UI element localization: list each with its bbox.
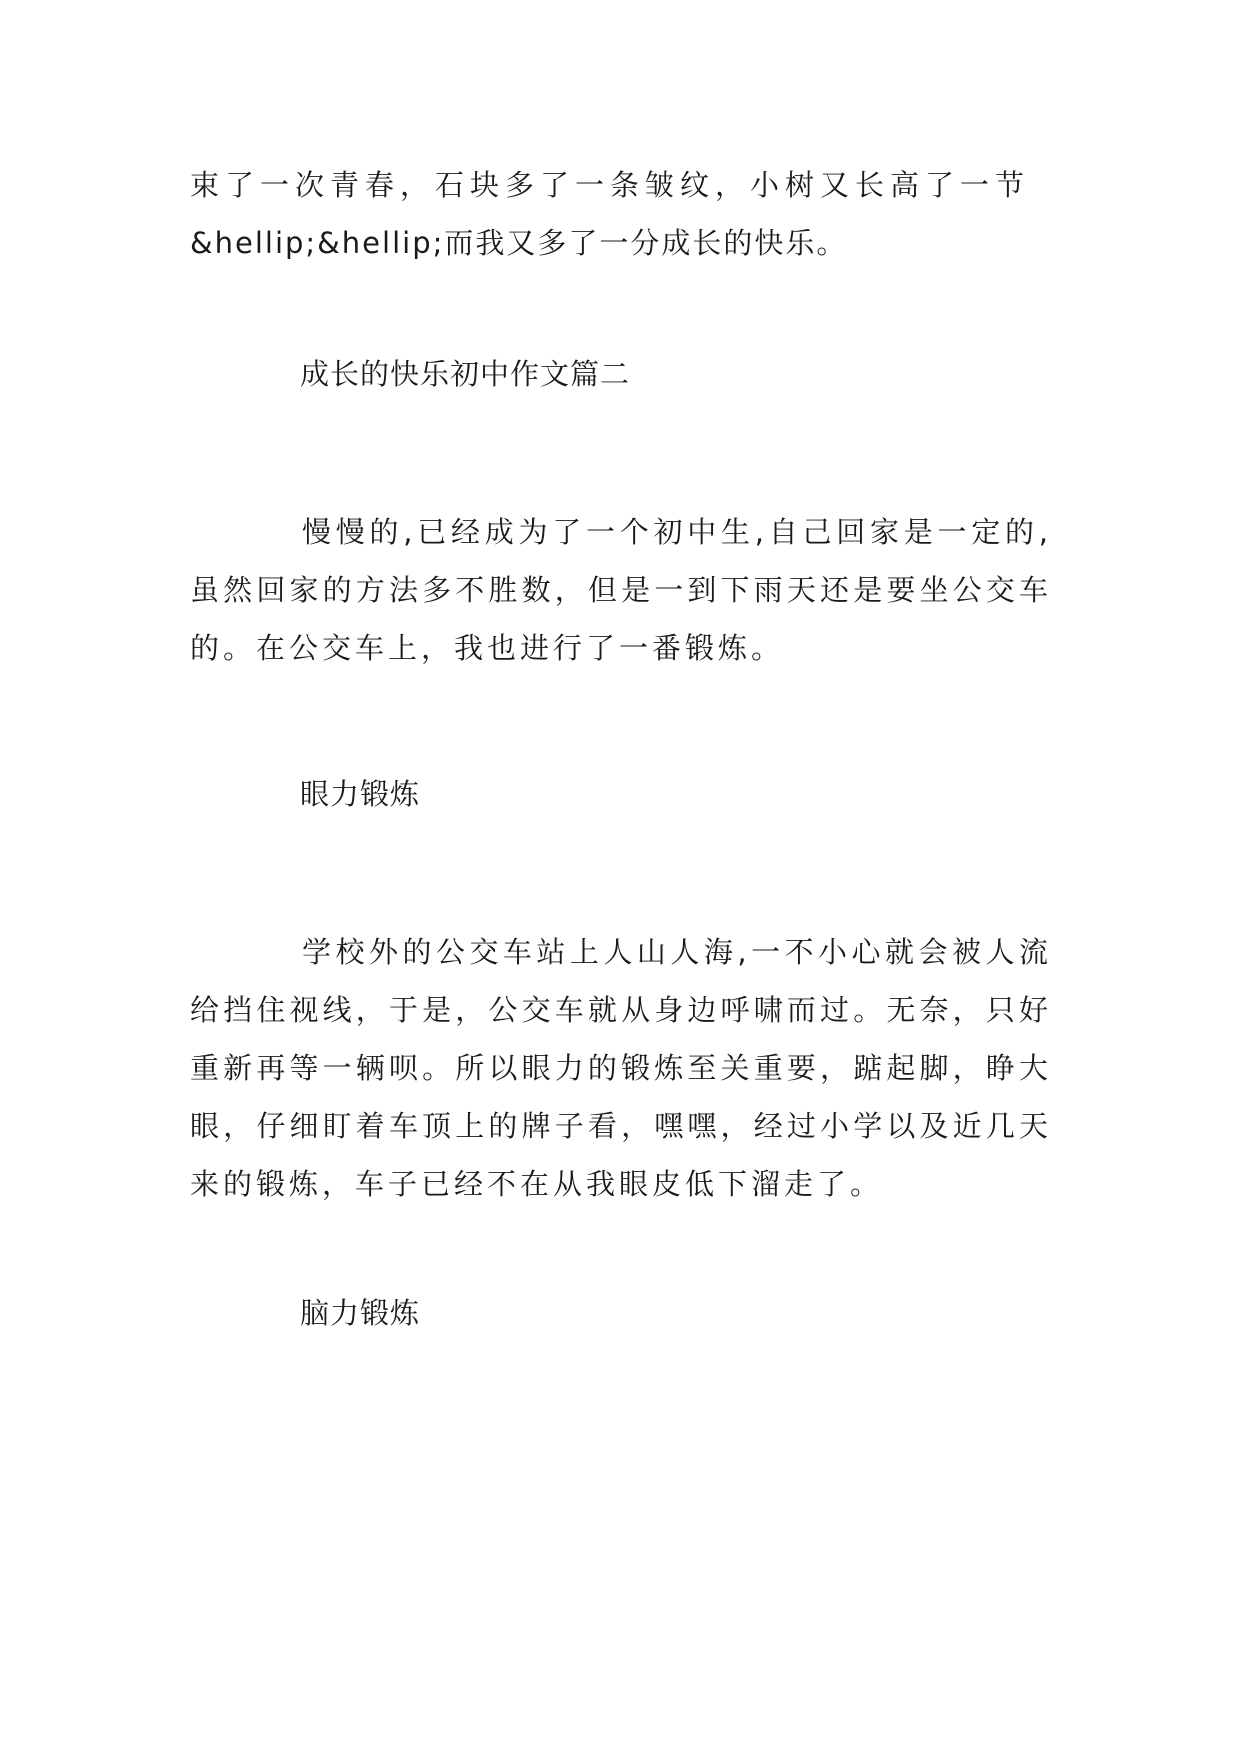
- paragraph-bus-intro: 慢慢的,已经成为了一个初中生,自己回家是一定的,虽然回家的方法多不胜数，但是一到下雨天还是要坐公交车的。在公交车上，我也进行了一番锻炼。: [190, 515, 1052, 665]
- paragraph-line: &hellip;&hellip;而我又多了一分成长的快乐。: [190, 226, 848, 260]
- section-heading-eyesight: 眼力锻炼: [300, 777, 421, 811]
- paragraph-continuation: [190, 156, 1052, 272]
- section-heading-article-two: 成长的快乐初中作文篇二: [300, 357, 631, 391]
- paragraph-line: 束了一次青春，石块多了一条皱纹，小树又长高了一节: [190, 168, 1031, 202]
- paragraph-eyesight: 学校外的公交车站上人山人海,一不小心就会被人流给挡住视线，于是，公交车就从身边呼啸而过。无奈，只好重新再等一辆呗。所以眼力的锻炼至关重要，踮起脚，睁大眼，仔细盯着车顶上的牌子看，嘿嘿，经过小学以及近几天来的锻炼，车子已经不在从我眼皮低下溜走了。: [190, 935, 1052, 1201]
- section-heading-brainpower: 脑力锻炼: [300, 1296, 421, 1330]
